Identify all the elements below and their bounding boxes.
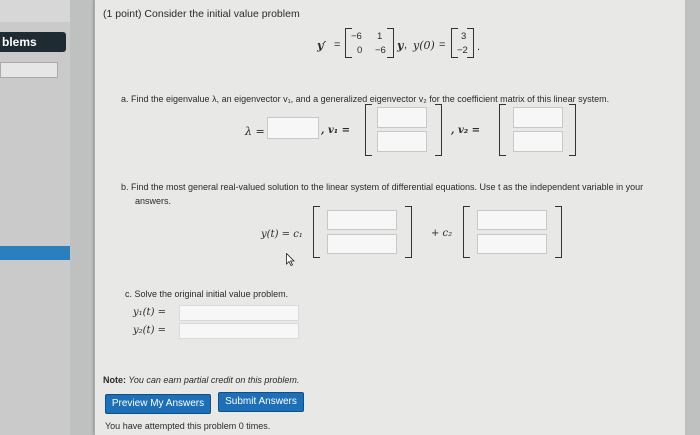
y2-label: y₂(t) = xyxy=(133,325,167,336)
v2-input-bottom[interactable] xyxy=(513,131,563,152)
ic-equals: = xyxy=(439,39,446,51)
v2-left-bracket xyxy=(499,104,506,156)
v1-input-top[interactable] xyxy=(377,107,427,128)
eq-sep: , xyxy=(404,39,408,51)
eq-period: . xyxy=(477,41,481,53)
sol-vec1-left-bracket xyxy=(313,206,320,258)
problem-panel xyxy=(94,0,685,435)
v2-input-top[interactable] xyxy=(513,107,563,128)
sol-vec1-input-bottom[interactable] xyxy=(327,234,397,254)
sidebar-problems-tab[interactable]: blems xyxy=(0,32,66,52)
sol-vec1-input-top[interactable] xyxy=(327,210,397,230)
part-a-text: a. Find the eigenvalue λ, an eigenvector v₁, and a generalized eigenvector v₂ for the coefficient matrix of this linear system. xyxy=(121,94,610,104)
part-b-text-line1: b. Find the most general real-valued solution to the linear system of differential equations. Use t as the independent variable in your xyxy=(121,182,644,192)
v1-label: , v₁ = xyxy=(321,125,351,136)
sidebar xyxy=(0,0,70,435)
solution-lhs: y(t) = c₁ xyxy=(261,229,303,240)
y1-label: y₁(t) = xyxy=(133,307,167,318)
sidebar-progress-bar xyxy=(0,62,58,78)
submit-answers-button[interactable]: Submit Answers xyxy=(218,392,304,412)
eq-vec-y: y xyxy=(397,39,404,52)
matrix-a21: 0 xyxy=(357,45,363,56)
preview-answers-button[interactable]: Preview My Answers xyxy=(105,394,211,414)
lambda-label: λ = xyxy=(245,125,265,138)
eq-lhs: y′ xyxy=(317,39,327,52)
sol-vec2-left-bracket xyxy=(463,206,470,258)
sidebar-highlight-bar xyxy=(0,246,70,260)
problem-header: (1 point) Consider the initial value problem xyxy=(103,8,300,20)
part-c-text: c. Solve the original initial value problem. xyxy=(125,289,289,299)
eq-equals: = xyxy=(334,39,341,51)
note-bold: Note: xyxy=(103,375,126,385)
note-text xyxy=(103,375,299,385)
matrix-a12: 1 xyxy=(377,31,383,42)
v1-input-bottom[interactable] xyxy=(377,131,427,152)
part-b-text-line2: answers. xyxy=(135,196,172,206)
matrix-a22: −6 xyxy=(375,45,386,56)
lambda-input[interactable] xyxy=(267,117,319,139)
ic-right-bracket xyxy=(467,28,474,58)
v1-left-bracket xyxy=(365,104,372,156)
sidebar-header xyxy=(0,0,70,22)
ic-label: y(0) xyxy=(413,39,435,52)
solution-plus-c2: + c₂ xyxy=(431,228,453,239)
mouse-pointer-icon xyxy=(286,253,295,266)
sol-vec2-right-bracket xyxy=(555,206,562,258)
note-italic: You can earn partial credit on this problem. xyxy=(126,375,300,385)
attempts-text: You have attempted this problem 0 times. xyxy=(105,421,271,431)
matrix-right-bracket xyxy=(387,28,394,58)
matrix-a11: −6 xyxy=(351,31,362,42)
y2-input[interactable] xyxy=(179,323,299,339)
v2-label: , v₂ = xyxy=(451,125,481,136)
ic-value-2: −2 xyxy=(457,45,468,56)
sol-vec2-input-bottom[interactable] xyxy=(477,234,547,254)
v2-right-bracket xyxy=(569,104,576,156)
ic-value-1: 3 xyxy=(461,31,467,42)
y1-input[interactable] xyxy=(179,305,299,321)
sol-vec1-right-bracket xyxy=(405,206,412,258)
v1-right-bracket xyxy=(435,104,442,156)
sol-vec2-input-top[interactable] xyxy=(477,210,547,230)
